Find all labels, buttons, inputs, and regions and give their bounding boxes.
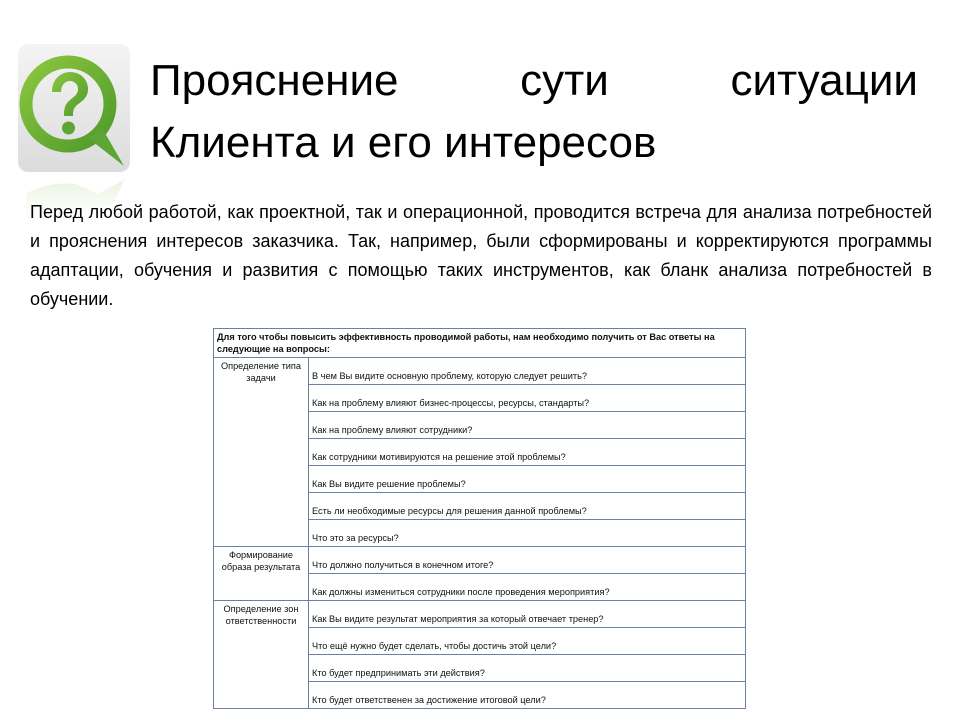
question-cell: Кто будет предпринимать эти действия?: [309, 655, 746, 682]
category-responsibility-zones: Определение зон ответственности: [214, 601, 309, 709]
question-cell: Что ещё нужно будет сделать, чтобы достичь этой цели?: [309, 628, 746, 655]
needs-analysis-form: [213, 328, 746, 709]
body-paragraph: Перед любой работой, как проектной, так и операционной, проводится встреча для анализа потребностей и прояснения интересов заказчика. Так, например, были сформированы и корректируются программы адаптации, обучения и развития с помощью таких инструментов, как бланк анализа потребностей в обучении.: [30, 202, 932, 309]
form-header: Для того чтобы повысить эффективность проводимой работы, нам необходимо получить от Вас ответы на следующие на вопросы:: [214, 329, 746, 358]
question-cell: Как должны измениться сотрудники после проведения мероприятия?: [309, 574, 746, 601]
slide-title-line-1: Прояснение сути ситуации: [150, 56, 918, 105]
slide-title-line-2: Клиента и его интересов: [150, 118, 657, 167]
question-cell: Кто будет ответственен за достижение итоговой цели?: [309, 682, 746, 709]
category-result-image: Формирование образа результата: [214, 547, 309, 601]
question-cell: Что это за ресурсы?: [309, 520, 746, 547]
question-cell: Как Вы видите решение проблемы?: [309, 466, 746, 493]
question-cell: Есть ли необходимые ресурсы для решения данной проблемы?: [309, 493, 746, 520]
question-cell: В чем Вы видите основную проблему, которую следует решить?: [309, 358, 746, 385]
question-cell: Что должно получиться в конечном итоге?: [309, 547, 746, 574]
question-cell: Как сотрудники мотивируются на решение этой проблемы?: [309, 439, 746, 466]
slide-title: [150, 50, 918, 174]
question-cell: Как на проблему влияют сотрудники?: [309, 412, 746, 439]
question-cell: Как Вы видите результат мероприятия за который отвечает тренер?: [309, 601, 746, 628]
category-task-type: Определение типа задачи: [214, 358, 309, 547]
question-cell: Как на проблему влияют бизнес-процессы, ресурсы, стандарты?: [309, 385, 746, 412]
